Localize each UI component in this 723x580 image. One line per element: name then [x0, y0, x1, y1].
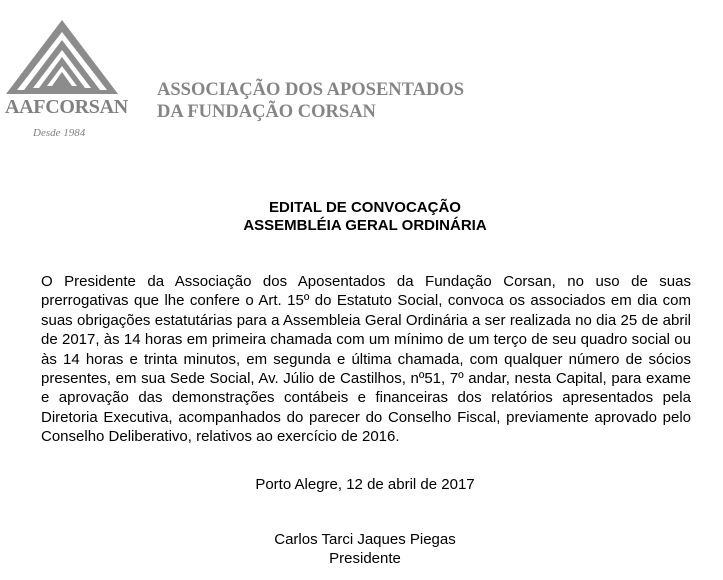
place-and-date: Porto Alegre, 12 de abril de 2017 — [255, 476, 475, 493]
document-title — [0, 199, 723, 235]
organization-name-line-1: ASSOCIAÇÃO DOS APOSENTADOS — [157, 80, 465, 100]
document-body: O Presidente da Associação dos Aposentados da Fundação Corsan, no uso de suas prerrogativas que lhe confere o Art. 15º do Estatuto Social, convoca os associados em dia com suas obrigações estatutárias para a Assembleia Geral Ordinária a ser realizada no dia 25 de abril de 2017, às 14 horas em primeira chamada com um mínimo de um terço de seu quadro social ou às 14 horas e trinta minutos, em segunda e última chamada, com qualquer número de sócios presentes, em sua Sede Social, Av. Júlio de Castilhos, nº51, 7º andar, nesta Capital, para exame e aprovação das demonstrações contábeis e financeiras dos relatórios apresentados pela Diretoria Executiva, acompanhados do parecer do Conselho Fiscal, previamente aprovado pelo Conselho Deliberativo, relativos ao exercício de 2016. — [41, 273, 691, 446]
document-title-line-1: EDITAL DE CONVOCAÇÃO — [269, 199, 461, 216]
logo-acronym: AAFCORSAN — [5, 96, 128, 118]
logo-since-text: Desde 1984 — [33, 127, 86, 139]
signer-role: Presidente — [329, 550, 401, 567]
organization-name — [157, 79, 464, 123]
signer-name: Carlos Tarci Jaques Piegas — [274, 531, 456, 548]
aafcorsan-logo-icon — [6, 20, 118, 94]
organization-name-line-2: DA FUNDAÇÃO CORSAN — [157, 102, 376, 122]
document-title-line-2: ASSEMBLÉIA GERAL ORDINÁRIA — [243, 217, 487, 234]
